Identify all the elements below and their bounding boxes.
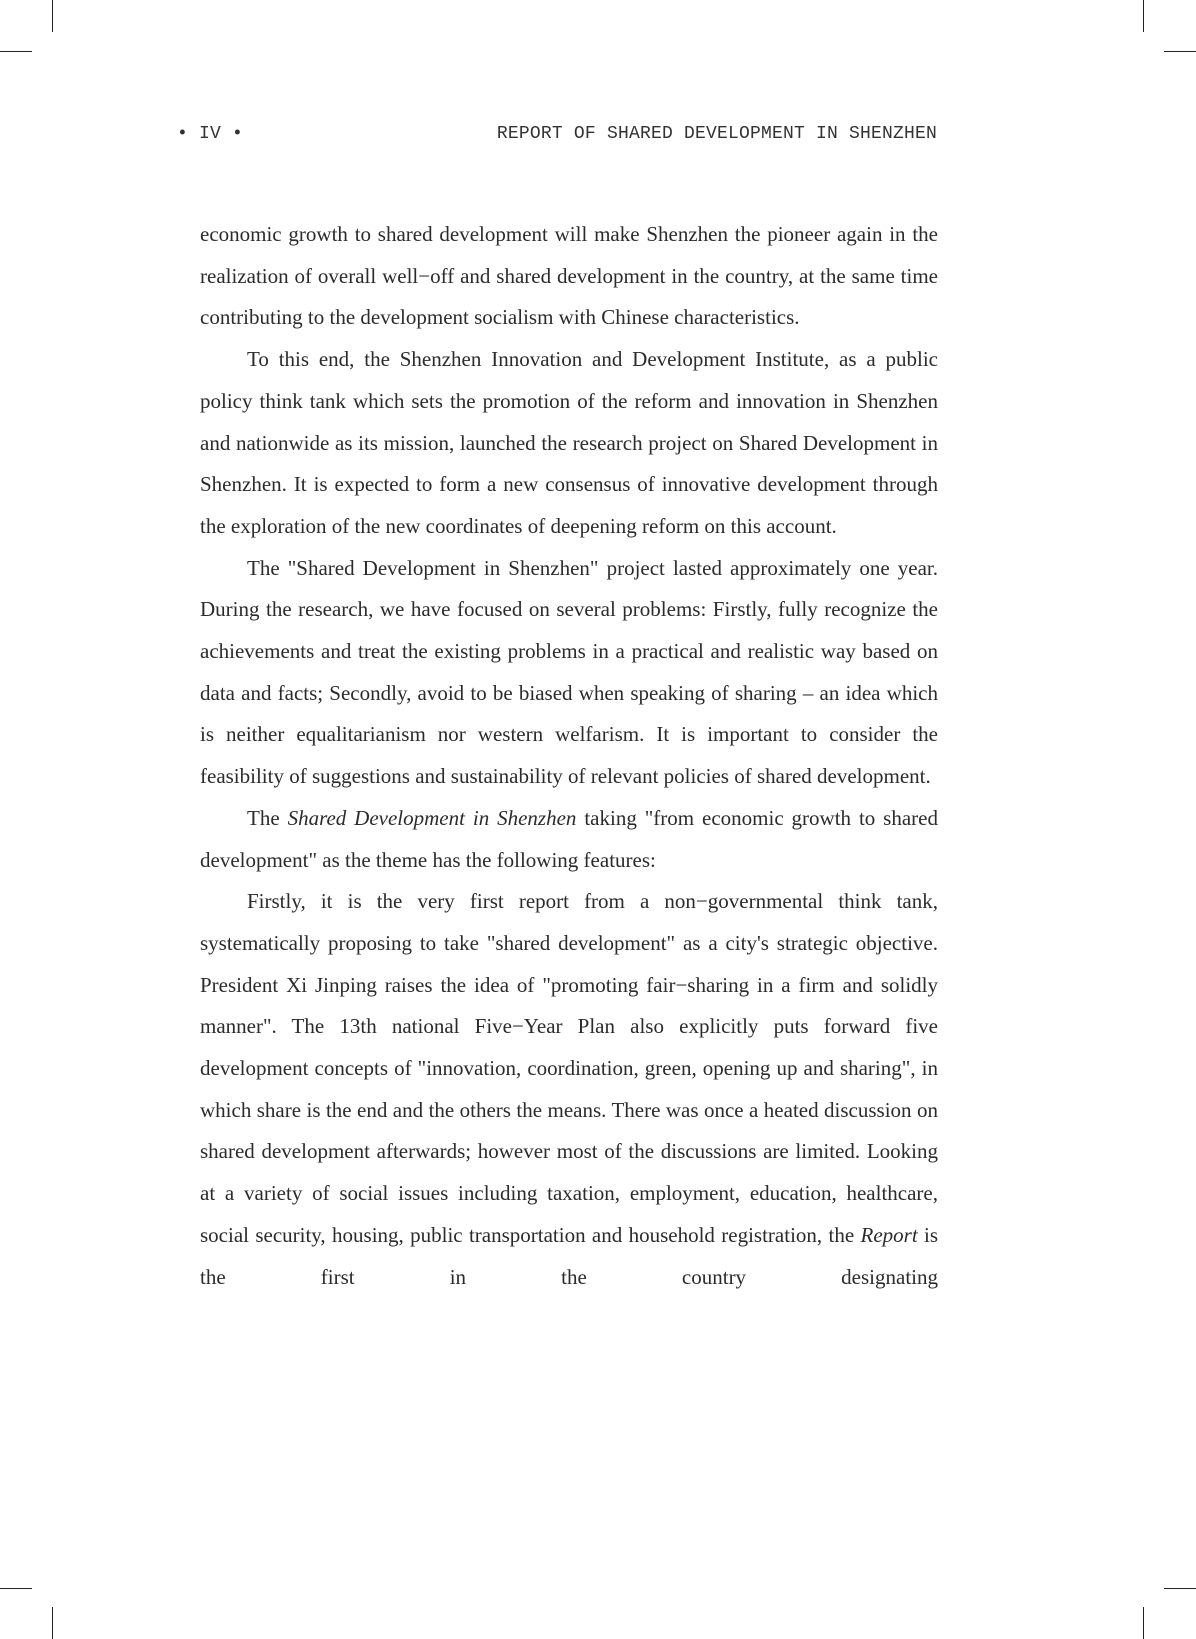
paragraph-2: To this end, the Shenzhen Innovation and Development Institute, as a public policy think tank which sets the promotion of the reform and innovation in Shenzhen and nationwide as its mission, launched the research project on Shared Development in Shenzhen. It is expected to form a new consensus of innovative development through the exploration of the new coordinates of deepening reform on this account. <box>200 347 938 538</box>
paragraph-5-text-before: Firstly, it is the very first report from a non−governmental think tank, systematically proposing to take "shared development" as a city's strategic objective. President Xi Jinping raises the idea of "promoting fair−sharing in a firm and solidly manner". The 13th national Five−Year Plan also explicitly puts forward five development concepts of "innovation, coordination, green, opening up and sharing", in which share is the end and the others the means. There was once a heated discussion on shared development afterwards; however most of the discussions are limited. Looking at a variety of social issues including taxation, employment, education, healthcare, social security, housing, public transportation and household registration, the <box>200 889 938 1247</box>
page-number: • IV • <box>177 124 244 144</box>
paragraph-4-text-before: The <box>247 805 288 830</box>
crop-mark-top-right-vertical <box>1143 0 1144 32</box>
crop-mark-bottom-left-horizontal <box>0 1588 32 1589</box>
running-title: REPORT OF SHARED DEVELOPMENT IN SHENZHEN <box>496 124 937 144</box>
paragraph-5-italic-report: Report <box>860 1222 918 1247</box>
crop-mark-bottom-right-horizontal <box>1164 1588 1196 1589</box>
paragraph-4-text-after: taking "from economic growth to shared development" as the theme has the following features: <box>200 805 938 872</box>
crop-mark-bottom-right-vertical <box>1143 1607 1144 1639</box>
crop-mark-top-left-vertical <box>52 0 53 32</box>
page-header <box>177 124 937 150</box>
crop-mark-bottom-left-vertical <box>52 1607 53 1639</box>
paragraph-3: The "Shared Development in Shenzhen" project lasted approximately one year. During the research, we have focused on several problems: Firstly, fully recognize the achievements and treat the existing problems in a practical and realistic way based on data and facts; Secondly, avoid to be biased when speaking of sharing – an idea which is neither equalitarianism nor western welfarism. It is important to consider the feasibility of suggestions and sustainability of relevant policies of shared development. <box>200 555 938 789</box>
paragraph-1: economic growth to shared development will make Shenzhen the pioneer again in the realization of overall well−off and shared development in the country, at the same time contributing to the development socialism with Chinese characteristics. <box>200 222 938 330</box>
crop-mark-top-left-horizontal <box>0 51 32 52</box>
paragraph-5-text-after: is the first in the country designating <box>200 1222 939 1289</box>
body-text <box>200 214 938 1298</box>
paragraph-4-italic-title: Shared Development in Shenzhen <box>287 805 577 830</box>
paragraph-5 <box>200 881 938 1298</box>
crop-mark-top-right-horizontal <box>1164 51 1196 52</box>
paragraph-4 <box>200 798 938 881</box>
